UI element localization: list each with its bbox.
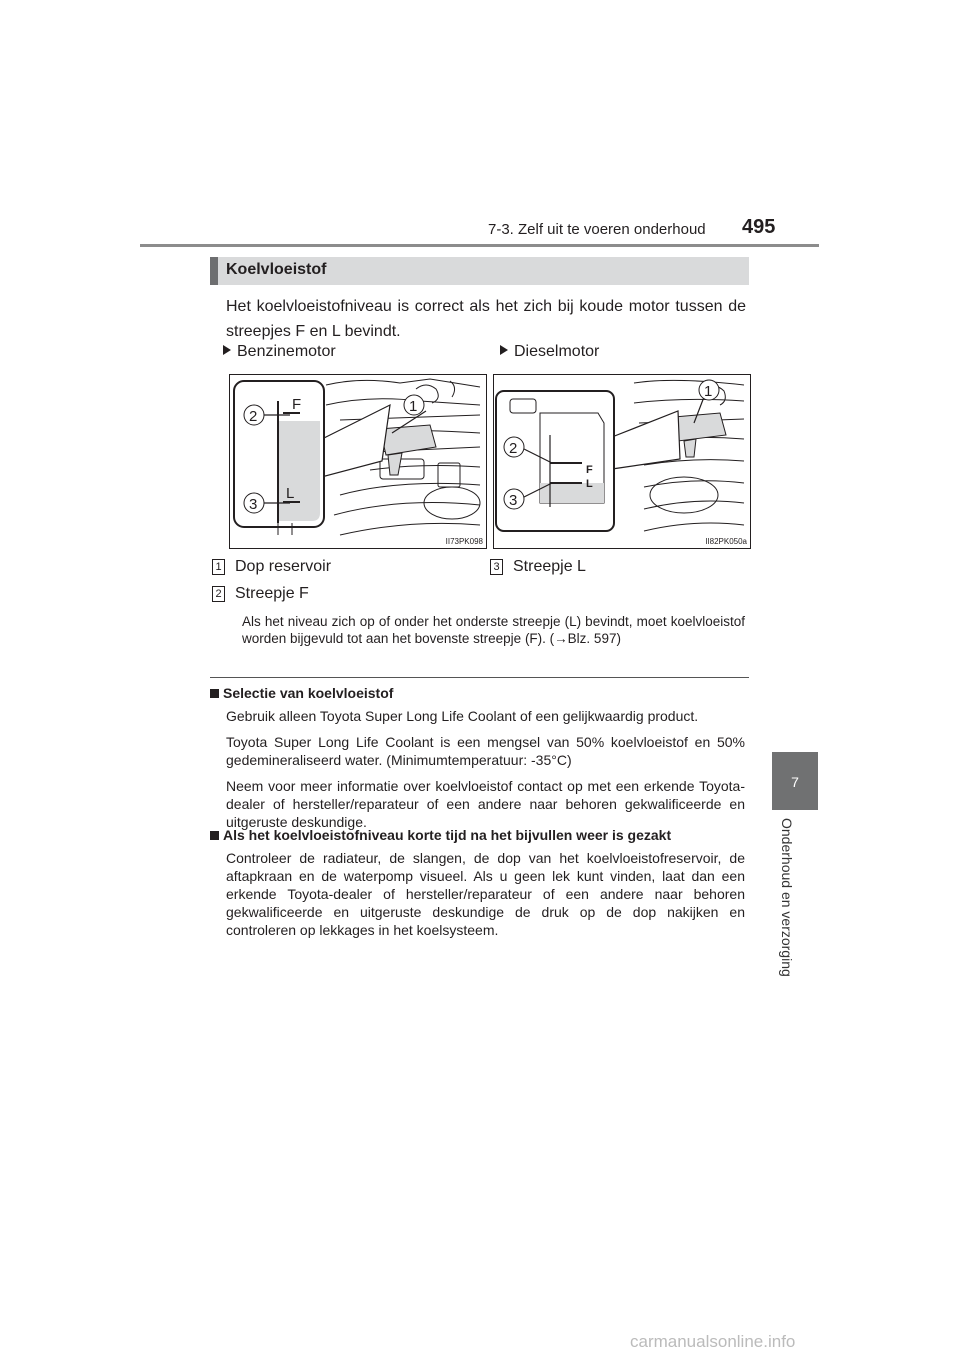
variant-diesel <box>500 343 599 361</box>
refill-note: Als het niveau zich op of onder het onderste streepje (L) bevindt, moet koelvloeistof worden bijgevuld tot aan het bovenste streepje (F). (→Blz. 597) <box>242 614 745 646</box>
fig1-callout-2: 2 <box>249 408 258 425</box>
fig2-mark-l: L <box>586 478 593 490</box>
fig1-mark-f: F <box>292 396 302 413</box>
fig1-code: II73PK098 <box>445 537 483 546</box>
legend-text: Streepje L <box>513 558 586 575</box>
legend-number: 3 <box>490 559 503 575</box>
legend-number: 1 <box>212 559 225 575</box>
fig1-callout-1: 1 <box>409 398 418 415</box>
legend-number: 2 <box>212 586 225 602</box>
section-divider <box>210 677 749 678</box>
fig2-mark-f: F <box>586 464 593 476</box>
chapter-tab <box>772 752 818 810</box>
diesel-engine-illustration <box>494 375 750 548</box>
intro-paragraph: Het koelvloeistofniveau is correct als het zich bij koude motor tussen de streepjes F en L bevindt. <box>226 298 746 340</box>
figure-diesel-engine <box>493 374 751 549</box>
variant-diesel-label: Dieselmotor <box>514 343 600 360</box>
legend-item <box>212 585 309 603</box>
figure-petrol-engine <box>229 374 487 549</box>
legend-text: Streepje F <box>235 585 309 602</box>
square-bullet-icon <box>210 831 219 840</box>
watermark: carmanualsonline.info <box>630 1332 796 1351</box>
paragraph: Gebruik alleen Toyota Super Long Life Coolant of een gelijkwaardig product. <box>226 708 699 724</box>
paragraph: Toyota Super Long Life Coolant is een mengsel van 50% koelvloeistof en 50% gedemineraliseerd water. (Minimumtemperatuur: -35°C) <box>226 734 745 768</box>
running-header-section: 7-3. Zelf uit te voeren onderhoud <box>488 221 706 238</box>
paragraph: Controleer de radiateur, de slangen, de dop van het koelvloeistofreservoir, de aftapkraan en de waterpomp visueel. Als u geen lek kunt vinden, laat dan een erkende Toyota-dealer of hersteller/reparateur of een andere naar behoren gekwalificeerde en uitgeruste deskundige de druk op de dop nakijken en controleren op lekkages in het koelsysteem. <box>226 850 745 938</box>
page-number: 495 <box>742 216 776 238</box>
fig1-callout-3: 3 <box>249 496 258 513</box>
square-bullet-icon <box>210 689 219 698</box>
chapter-label: Onderhoud en verzorging <box>779 818 795 977</box>
subsection-heading <box>210 827 671 843</box>
subsection-heading <box>210 685 393 701</box>
fig2-callout-3: 3 <box>509 492 518 509</box>
subsection-title: Als het koelvloeistofniveau korte tijd na het bijvullen weer is gezakt <box>223 827 672 843</box>
chapter-number: 7 <box>791 774 799 790</box>
fig2-code: II82PK050a <box>705 537 747 546</box>
section-heading-marker <box>210 257 218 285</box>
paragraph: Neem voor meer informatie over koelvloeistof contact op met een erkende Toyota-dealer of hersteller/reparateur of een andere naar behoren gekwalificeerde en uitgeruste deskundige. <box>226 778 745 830</box>
header-rule <box>140 244 819 247</box>
triangle-bullet-icon <box>500 345 508 355</box>
legend-item <box>490 558 586 576</box>
subsection-title: Selectie van koelvloeistof <box>223 685 394 701</box>
fig2-callout-2: 2 <box>509 440 518 457</box>
triangle-bullet-icon <box>223 345 231 355</box>
variant-petrol-label: Benzinemotor <box>237 343 336 360</box>
variant-petrol <box>223 343 336 361</box>
petrol-engine-illustration <box>230 375 486 548</box>
section-title: Koelvloeistof <box>226 261 327 278</box>
legend-text: Dop reservoir <box>235 558 332 575</box>
section-heading-bar <box>210 257 749 285</box>
legend-item <box>212 558 331 576</box>
fig1-mark-l: L <box>286 485 295 502</box>
fig2-callout-1: 1 <box>704 383 713 400</box>
